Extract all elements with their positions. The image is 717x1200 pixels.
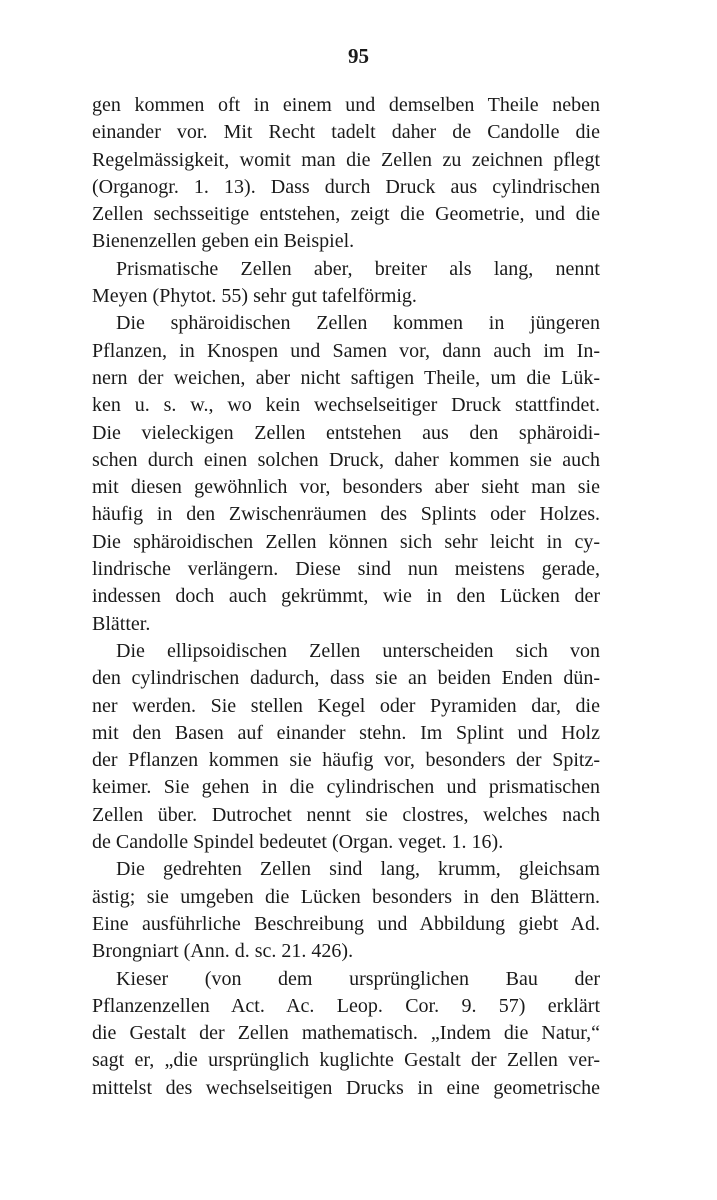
- text-line: Brongniart (Ann. d. sc. 21. 426).: [92, 940, 354, 963]
- text-line: häufig in den Zwischenräumen des Splints oder Holzes.: [92, 503, 600, 526]
- text-line: Zellen über. Dutrochet nennt sie clostres, welches nach: [92, 803, 600, 826]
- text-line: Die sphäroidischen Zellen können sich sehr leicht in cy-: [92, 530, 600, 553]
- text-line: nern der weichen, aber nicht saftigen Theile, um die Lük-: [92, 366, 600, 389]
- text-line: sagt er, „die ursprünglich kuglichte Gestalt der Zellen ver-: [92, 1049, 600, 1072]
- text-line: Prismatische Zellen aber, breiter als lang, nennt: [116, 257, 600, 280]
- body-text: [92, 92, 600, 1102]
- text-line: Zellen sechsseitige entstehen, zeigt die Geometrie, und die: [92, 203, 600, 226]
- text-line: Eine ausführliche Beschreibung und Abbildung giebt Ad.: [92, 912, 600, 935]
- text-line: ästig; sie umgeben die Lücken besonders in den Blättern.: [92, 885, 600, 908]
- text-line: Pflanzen, in Knospen und Samen vor, dann auch im In-: [92, 339, 600, 362]
- page-number: 95: [348, 44, 369, 68]
- text-line: (Organogr. 1. 13). Dass durch Druck aus cylindrischen: [92, 175, 600, 198]
- text-line: Die gedrehten Zellen sind lang, krumm, gleichsam: [116, 858, 600, 881]
- text-line: Regelmässigkeit, womit man die Zellen zu zeichnen pflegt: [92, 148, 600, 171]
- text-line: Meyen (Phytot. 55) sehr gut tafelförmig.: [92, 285, 417, 308]
- text-line: der Pflanzen kommen sie häufig vor, besonders der Spitz-: [92, 749, 600, 772]
- text-line: mit den Basen auf einander stehn. Im Splint und Holz: [92, 721, 600, 744]
- text-line: Die sphäroidischen Zellen kommen in jüngeren: [116, 312, 600, 335]
- text-line: mit diesen gewöhnlich vor, besonders aber sieht man sie: [92, 476, 600, 499]
- text-line: die Gestalt der Zellen mathematisch. „Indem die Natur,“: [92, 1022, 600, 1045]
- text-line: Blätter.: [92, 612, 151, 635]
- text-line: indessen doch auch gekrümmt, wie in den Lücken der: [92, 585, 600, 608]
- text-line: mittelst des wechselseitigen Drucks in eine geometrische: [92, 1076, 600, 1099]
- text-line: keimer. Sie gehen in die cylindrischen und prismatischen: [92, 776, 600, 799]
- text-line: Pflanzenzellen Act. Ac. Leop. Cor. 9. 57) erklärt: [92, 994, 600, 1017]
- text-line: den cylindrischen dadurch, dass sie an beiden Enden dün-: [92, 667, 600, 690]
- text-line: ner werden. Sie stellen Kegel oder Pyramiden dar, die: [92, 694, 600, 717]
- text-line: Bienenzellen geben ein Beispiel.: [92, 230, 355, 253]
- text-line: schen durch einen solchen Druck, daher kommen sie auch: [92, 448, 600, 471]
- text-line: Kieser (von dem ursprünglichen Bau der: [116, 967, 600, 990]
- text-line: Die ellipsoidischen Zellen unterscheiden sich von: [116, 639, 600, 662]
- text-line: ken u. s. w., wo kein wechselseitiger Druck stattfindet.: [92, 394, 600, 417]
- text-line: lindrische verlängern. Diese sind nun meistens gerade,: [92, 558, 600, 581]
- text-line: gen kommen oft in einem und demselben Theile neben: [92, 94, 600, 116]
- text-line: de Candolle Spindel bedeutet (Organ. veget. 1. 16).: [92, 831, 504, 854]
- text-line: Die vieleckigen Zellen entstehen aus den sphäroidi-: [92, 421, 600, 444]
- text-line: einander vor. Mit Recht tadelt daher de Candolle die: [92, 121, 600, 144]
